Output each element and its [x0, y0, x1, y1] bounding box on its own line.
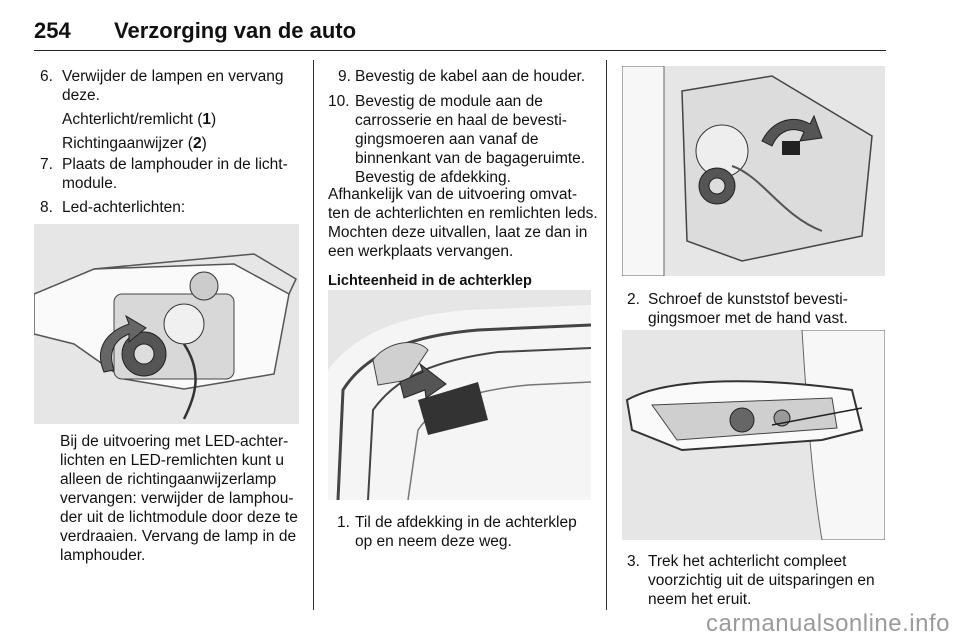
figure-remove-rear-light — [622, 330, 885, 540]
step-text: Schroef de kunststof bevesti-gingsmoer met de hand vast. — [648, 291, 848, 327]
chapter-title: Verzorging van de auto — [114, 18, 357, 43]
page-number: 254 — [34, 18, 71, 43]
step-number: 3. — [627, 553, 640, 570]
step-text: Bevestig de module aan de carrosserie en haal de bevesti-gingsmoeren aan vanaf de binnenkant van de bagageruimte. Bevestig de afdekking. — [355, 93, 586, 186]
step-text: Til de afdekking in de achterklep op en neem deze weg. — [355, 514, 577, 550]
paragraph: Afhankelijk van de uitvoering omvat-ten de achterlichten en remlichten leds. Mochten deze uitvallen, laat ze dan in een werkplaats vervangen. — [328, 186, 598, 260]
figure-nut-fastening — [622, 66, 885, 276]
bulb-label-rear-light: Achterlicht/remlicht (1) — [62, 111, 217, 128]
section-heading: Lichteenheid in de achterklep — [328, 273, 532, 289]
step-text: Bevestig de kabel aan de houder. — [355, 68, 586, 85]
step-number: 10. — [328, 93, 350, 110]
header-rule — [34, 50, 886, 51]
step-text: Trek het achterlicht compleet voorzichtig uit de uitsparingen en neem het eruit. — [648, 553, 875, 608]
step-number: 9. — [338, 68, 351, 85]
watermark: carmanualsonline.info — [706, 610, 950, 637]
step-number: 8. — [40, 199, 53, 216]
step-number: 6. — [40, 68, 53, 85]
column-divider — [313, 60, 314, 610]
led-note: Bij de uitvoering met LED-achter-lichten en LED-remlichten kunt u alleen de richtingaanwijzerlamp vervangen: verwijder de lamphou-der uit de lichtmodule door deze te verdraaien. Vervang de lamp in de lamphouder. — [60, 433, 298, 564]
page-header — [34, 18, 886, 52]
step-number: 1. — [337, 514, 350, 531]
column-divider — [606, 60, 607, 610]
step-number: 2. — [627, 291, 640, 308]
step-text: Verwijder de lampen en vervang deze. — [62, 68, 284, 104]
step-text: Plaats de lamphouder in de licht-module. — [62, 156, 288, 192]
figure-tailgate-cover — [328, 290, 591, 500]
figure-led-rear-light — [34, 224, 299, 424]
bulb-label-indicator: Richtingaanwijzer (2) — [62, 135, 207, 152]
step-text: Led-achterlichten: — [62, 199, 186, 216]
step-number: 7. — [40, 156, 53, 173]
